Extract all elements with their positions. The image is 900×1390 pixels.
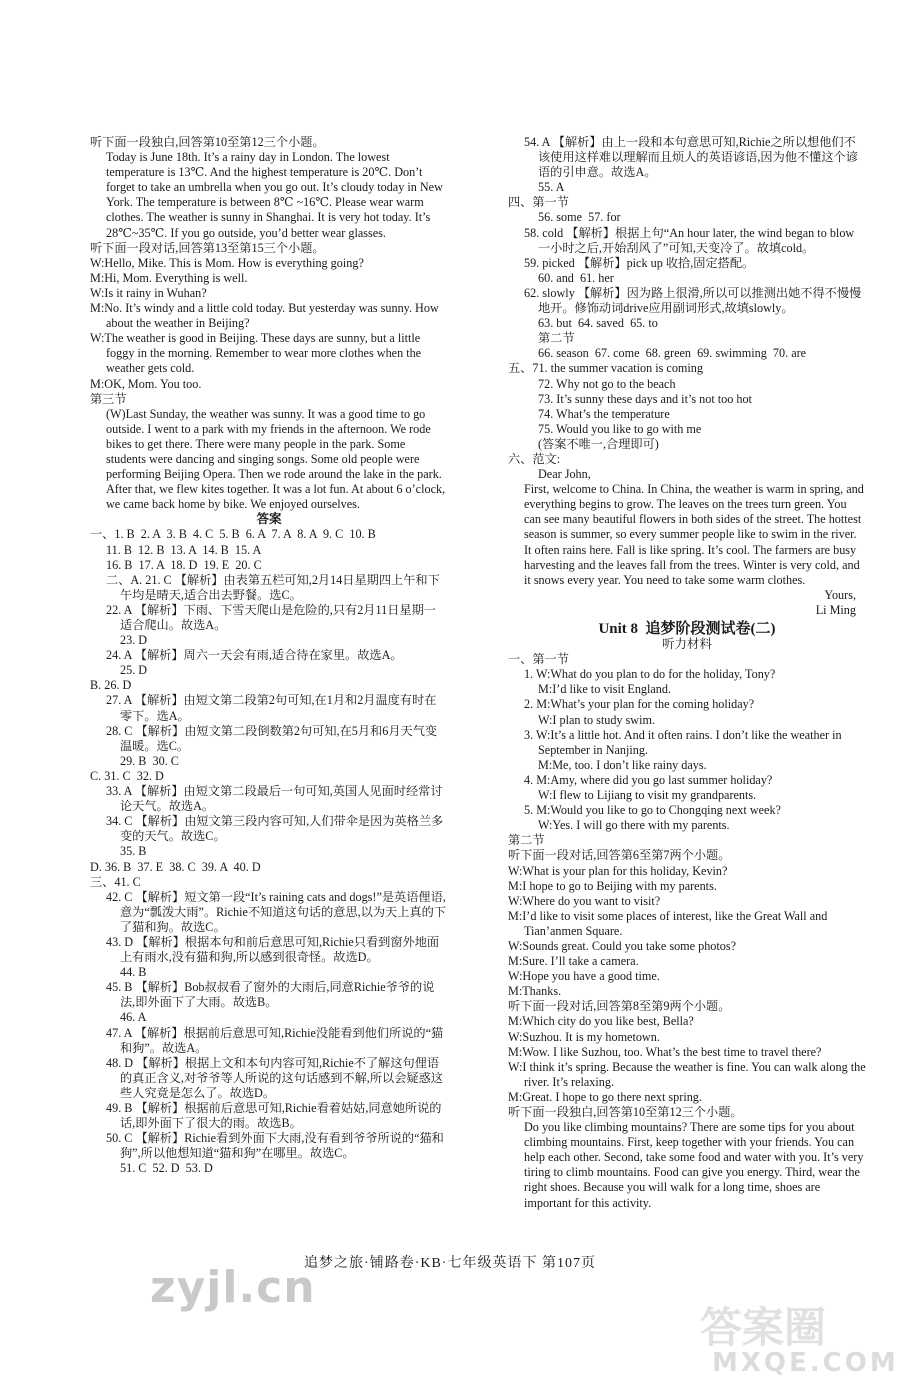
left-column-line: 50. C 【解析】Richie看到外面下大雨,没有看到爷爷所说的“猫和狗”,所以他想知道“猫和狗”在哪里。故选C。 xyxy=(106,1131,444,1161)
right-column-line: M:Me, too. I don’t like rainy days. xyxy=(538,757,707,772)
right-column-line: 四、第一节 xyxy=(508,195,569,210)
left-column-line: 49. B 【解析】根据前后意思可知,Richie看着姑姑,同意她所说的话,即外面下了很大的雨。故选B。 xyxy=(106,1101,442,1131)
left-column-line: M:Hi, Mom. Everything is well. xyxy=(90,270,248,285)
left-column-line: M:No. It’s windy and a little cold today. But yesterday was sunny. How about the weather in Beijing? xyxy=(90,301,442,331)
left-column-line: 46. A xyxy=(120,1010,147,1025)
right-column-line: 2. M:What’s your plan for the coming holiday? xyxy=(524,697,755,712)
right-column-line: 六、范文: xyxy=(508,451,561,466)
right-column-line: Unit 8 追梦阶段测试卷(二) xyxy=(598,621,776,637)
right-column-line: W:Sounds great. Could you take some photos? xyxy=(508,938,737,953)
left-column-line: 27. A 【解析】由短文第二段第2句可知,在1月和2月温度有时在零下。选A。 xyxy=(106,693,437,723)
left-column-line: W:Hello, Mike. This is Mom. How is everything going? xyxy=(90,255,364,270)
left-column-line: C. 31. C 32. D xyxy=(90,768,164,783)
right-column-line: W:Yes. I will go there with my parents. xyxy=(538,818,730,833)
right-column-line: 72. Why not go to the beach xyxy=(538,376,676,391)
watermark-left: zyjl.cn xyxy=(150,1262,316,1313)
right-column-line: M:Thanks. xyxy=(508,984,562,999)
left-column-line: 48. D 【解析】根据上文和本句内容可知,Richie不了解这句俚语的真正含义,对爷爷等人所说的这句话感到不解,所以会疑惑这些人究竟是怎么了。故选D。 xyxy=(106,1055,443,1100)
left-column-line: 42. C 【解析】短文第一段“It’s raining cats and dogs!”是英语俚语,意为“瓢泼大雨”。Richie不知道这句话的意思,以为天上真的下了猫和狗。故选C。 xyxy=(106,889,446,934)
right-column-line: M:I’d like to visit England. xyxy=(538,682,672,697)
left-column-line: W:Is it rainy in Wuhan? xyxy=(90,285,207,300)
left-column-line: 11. B 12. B 13. A 14. B 15. A xyxy=(106,542,262,557)
left-column xyxy=(90,135,448,1176)
right-column-line: 听下面一段独白,回答第10至第12三个小题。 xyxy=(508,1105,743,1119)
right-column-line: W:I flew to Lijiang to visit my grandparents. xyxy=(538,788,757,803)
right-column-line: 1. W:What do you plan to do for the holiday, Tony? xyxy=(524,667,776,682)
left-column-line: M:OK, Mom. You too. xyxy=(90,376,202,391)
right-column-line: M:Wow. I like Suzhou, too. What’s the best time to travel there? xyxy=(508,1044,822,1059)
right-column-line: W:I think it’s spring. Because the weather is fine. You can walk along the river. It’s relaxing. xyxy=(508,1059,869,1089)
left-column-line: B. 26. D xyxy=(90,678,132,693)
left-column-line: 22. A 【解析】下雨、下雪天爬山是危险的,只有2月11日星期一适合爬山。故选A。 xyxy=(106,602,436,632)
watermark-right: 答案圈 xyxy=(700,1303,827,1352)
right-column-line: 听力材料 xyxy=(661,637,712,652)
right-column-line: 62. slowly 【解析】因为路上很滑,所以可以推测出她不得不慢慢地开。修饰动词drive应用副词形式,故填slowly。 xyxy=(524,285,862,316)
left-column-line: 47. A 【解析】根据前后意思可知,Richie没能看到他们所说的“猫和狗”。故选A。 xyxy=(106,1025,444,1055)
right-column-line: M:Great. I hope to go there next spring. xyxy=(508,1089,702,1104)
right-column-line: W:Suzhou. It is my hometown. xyxy=(508,1029,660,1044)
right-column-line: Do you like climbing mountains? There are some tips for you about climbing mountains. First, keep together with your friends. You can help each other. Second, take some food and water with you. It’s very tiring to climb mountains. Food can give you energy. Third, wear the right shoes. Because you will walk for a long time, shoes are important for this activity. xyxy=(524,1120,867,1210)
right-column-line: Yours, xyxy=(824,587,856,602)
right-column-line: M:I hope to go to Beijing with my parents. xyxy=(508,878,717,893)
right-column-line: (答案不唯一,合理即可) xyxy=(538,436,659,451)
left-column-line: 43. D 【解析】根据本句和前后意思可知,Richie只看到窗外地面上有雨水,没有猫和狗,所以感到很奇怪。故选D。 xyxy=(106,934,440,965)
right-column-line: W:What is your plan for this holiday, Kevin? xyxy=(508,863,728,878)
left-column-line: 44. B xyxy=(120,965,147,980)
right-column-line: 听下面一段对话,回答第8至第9两个小题。 xyxy=(508,999,731,1014)
left-column-line: 25. D xyxy=(120,663,148,678)
right-column-line: 75. Would you like to go with me xyxy=(538,421,702,436)
right-column-line: 第二节 xyxy=(508,833,545,848)
left-column-line: D. 36. B 37. E 38. C 39. A 40. D xyxy=(90,859,261,874)
left-column-line: 45. B 【解析】Bob叔叔看了窗外的大雨后,同意Richie爷爷的说法,即外面下了大雨。故选B。 xyxy=(106,980,435,1010)
right-column-line: 63. but 64. saved 65. to xyxy=(538,316,658,331)
page-footer: 追梦之旅·铺路卷·KB·七年级英语下 第107页 xyxy=(304,1256,596,1271)
right-column-line: W:Where do you want to visit? xyxy=(508,893,661,908)
left-column-line: Today is June 18th. It’s a rainy day in London. The lowest temperature is 13℃. And the highest temperature is 20℃. Don’t forget to take an umbrella when you go out. It’s cloudy today in New York. The temperature is between 8℃ ~16℃. Please wear warm clothes. The weather is sunny in Shanghai. It is very hot today. It’s 28℃~35℃. If you go outside, you’d better wear glasses. xyxy=(106,150,446,240)
left-column-line: 24. A 【解析】周六一天会有雨,适合待在家里。故选A。 xyxy=(106,648,403,663)
left-column-line: 23. D xyxy=(120,633,148,648)
left-column-line: 第三节 xyxy=(90,391,127,406)
right-column-line: M:Sure. I’ll take a camera. xyxy=(508,954,639,969)
left-column-line: 三、41. C xyxy=(90,874,141,889)
left-column-line: 28. C 【解析】由短文第二段倒数第2句可知,在5月和6月天气变温暖。选C。 xyxy=(106,723,438,753)
right-column xyxy=(508,135,869,1211)
left-column-line: 二、A. 21. C 【解析】由表第五栏可知,2月14日星期四上午和下午均是晴天,适合出去野餐。选C。 xyxy=(106,572,440,602)
right-column-line: 56. some 57. for xyxy=(538,210,621,225)
right-column-line: 60. and 61. her xyxy=(538,270,614,285)
right-column-line: 5. M:Would you like to go to Chongqing next week? xyxy=(524,803,781,818)
left-column-line: 听下面一段独白,回答第10至第12三个小题。 xyxy=(90,135,325,149)
left-column-line: 33. A 【解析】由短文第二段最后一句可知,英国人见面时经常讨论天气。故选A。 xyxy=(106,784,443,814)
left-column-line: 一、1. B 2. A 3. B 4. C 5. B 6. A 7. A 8. A 9. C 10. B xyxy=(90,527,376,542)
right-column-line: M:Which city do you like best, Bella? xyxy=(508,1014,694,1029)
left-column-line: 听下面一段对话,回答第13至第15三个小题。 xyxy=(90,240,325,255)
right-column-line: 73. It’s sunny these days and it’s not too hot xyxy=(538,391,752,406)
right-column-line: 第二节 xyxy=(538,331,575,346)
right-column-line: Li Ming xyxy=(815,602,856,617)
left-column-line: 34. C 【解析】由短文第三段内容可知,人们带伞是因为英格兰多变的天气。故选C。 xyxy=(106,814,444,844)
left-column-line: W:The weather is good in Beijing. These days are sunny, but a little foggy in the morning. Remember to wear more clothes when the weather gets cold. xyxy=(90,331,425,376)
left-column-line: (W)Last Sunday, the weather was sunny. It was a good time to go outside. I went to a park with my friends in the afternoon. We rode bikes to get there. There were many people in the park. Some students were dancing and singing songs. Some old people were performing Beijing Opera. Then we rode around the lake in the park. After that, we flew kites together. It was a lot fun. At about 6 o’clock, we came back home by bike. We enjoyed ourselves. xyxy=(106,406,449,512)
right-column-line: W:I plan to study swim. xyxy=(538,712,656,727)
right-column-line: 66. season 67. come 68. green 69. swimming 70. are xyxy=(538,346,807,361)
right-column-line: 55. A xyxy=(538,180,565,195)
right-column-line: 一、第一节 xyxy=(508,652,569,667)
left-column-line: 35. B xyxy=(120,844,147,859)
right-column-line: M:I’d like to visit some places of interest, like the Great Wall and Tian’anmen Square. xyxy=(508,908,831,938)
left-column-line: 51. C 52. D 53. D xyxy=(120,1161,213,1176)
right-column-line: 4. M:Amy, where did you go last summer holiday? xyxy=(524,772,773,787)
left-column-line: 16. B 17. A 18. D 19. E 20. C xyxy=(106,557,262,572)
right-column-line: 54. A 【解析】由上一段和本句意思可知,Richie之所以想他们不该使用这样难以理解而且烦人的英语谚语,因为他不懂这个谚语的引申意。故选A。 xyxy=(524,135,858,180)
right-column-line: W:Hope you have a good time. xyxy=(508,969,660,984)
left-column-line: 29. B 30. C xyxy=(120,753,179,768)
right-column-line: 五、71. the summer vacation is coming xyxy=(508,361,703,376)
right-column-line: First, welcome to China. In China, the weather is warm in spring, and everything begins to grow. The leaves on the trees turn green. You can see many beautiful flowers in both sides of the street. The hottest season is summer, so every summer people like to swim in the river. It often rains here. Fall is like spring. It’s cool. The farmers are busy harvesting and the leaves fall from the trees. Winter is very cold, and it snows every year. You need to take some warm clothes. xyxy=(524,482,867,587)
right-column-line: 74. What’s the temperature xyxy=(538,406,670,421)
right-column-line: Dear John, xyxy=(538,467,591,482)
right-column-line: 听下面一段对话,回答第6至第7两个小题。 xyxy=(508,848,731,863)
right-column-line: 3. W:It’s a little hot. And it often rains. I don’t like the weather in September in Nanjing. xyxy=(524,727,845,757)
right-column-line: 58. cold 【解析】根据上句“An hour later, the wind began to blow 一小时之后,开始刮风了”可知,天变冷了。故填cold。 xyxy=(524,225,858,255)
right-column-line: 59. picked 【解析】pick up 收拾,固定搭配。 xyxy=(524,255,755,270)
left-column-line: 答案 xyxy=(256,512,282,527)
watermark-right-sub: MXQE.COM xyxy=(712,1348,899,1378)
